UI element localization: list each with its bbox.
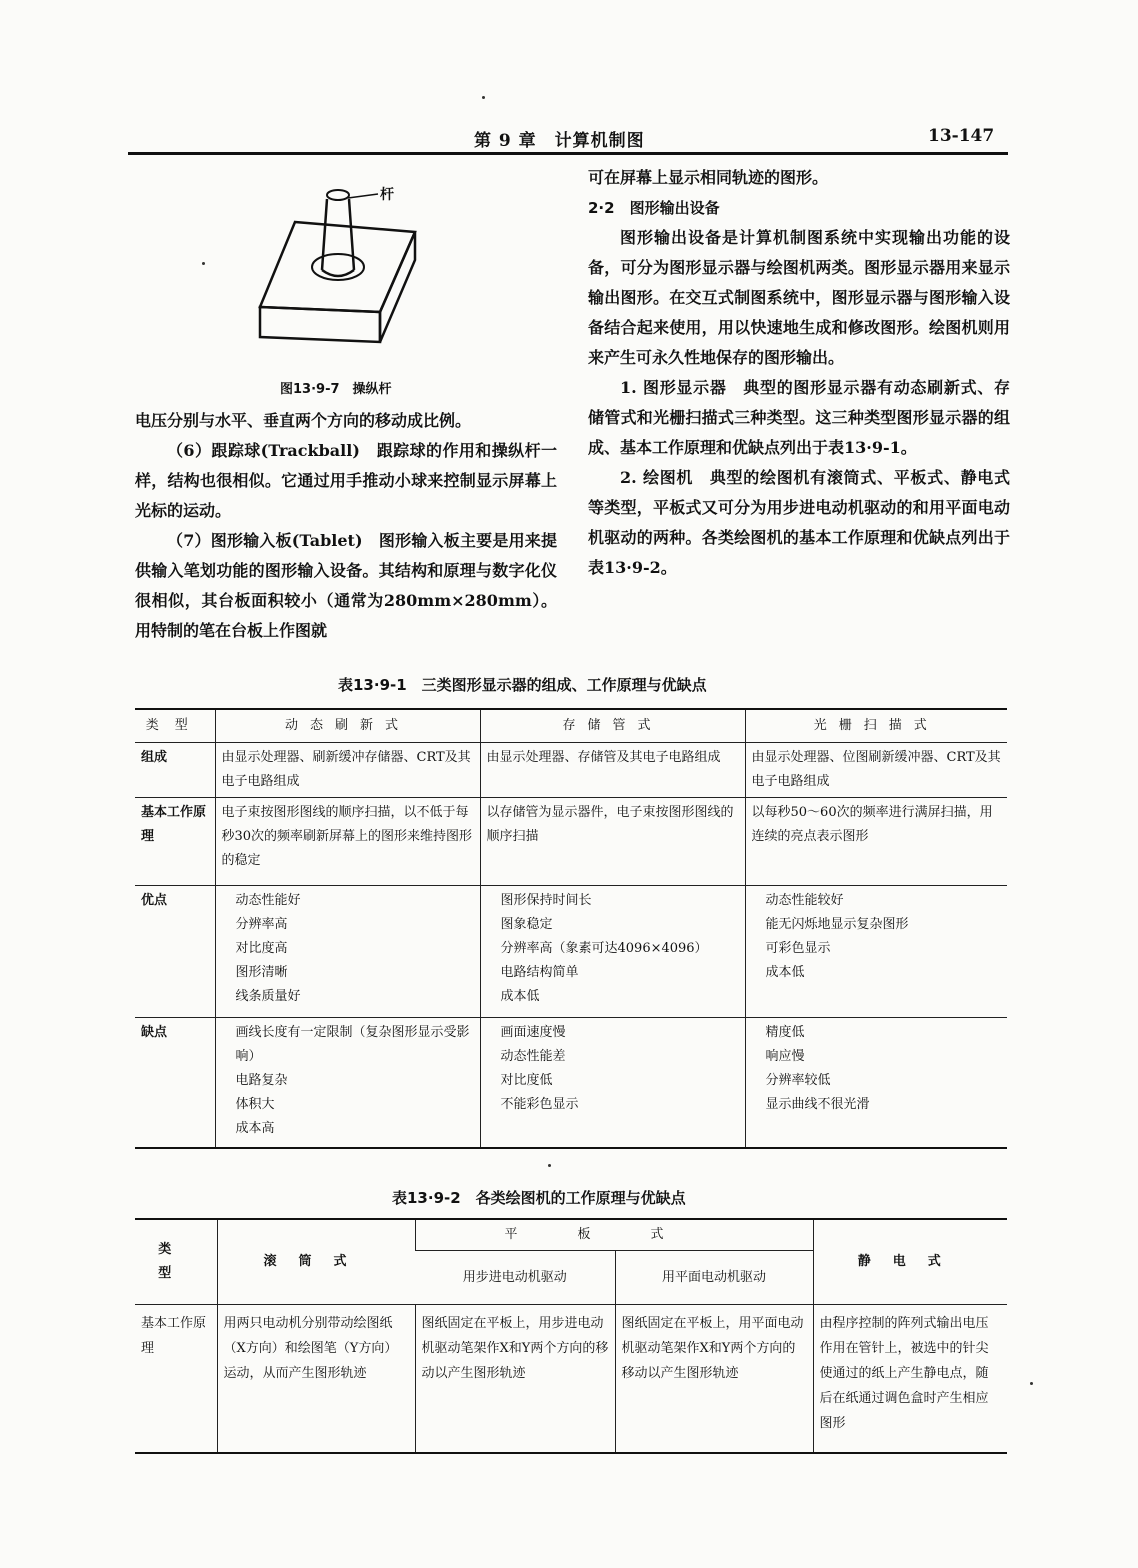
table-cell xyxy=(480,1018,745,1148)
scan-speck xyxy=(1030,1382,1033,1385)
table-cell: 以存储管为显示器件，电子束按图形图线的顺序扫描 xyxy=(480,798,745,886)
table-header: 滚筒式 xyxy=(217,1219,415,1305)
list-item: 成本高 xyxy=(235,1121,275,1136)
list-item: 响应慢 xyxy=(765,1049,805,1064)
table-header-row xyxy=(135,1219,1007,1251)
header-rule xyxy=(128,152,1008,155)
page-number: 13-147 xyxy=(928,126,995,146)
paragraph: 1. 图形显示器 典型的图形显示器有动态刷新式、存储管式和光栅扫描式三种类型。这三种类型图形显示器的组成、基本工作原理和优缺点列出于表13·9-1。 xyxy=(588,378,1010,457)
table-cell: 图纸固定在平板上，用步进电动机驱动笔架作X和Y两个方向的移动以产生图形轨迹 xyxy=(415,1305,615,1453)
table1 xyxy=(135,708,1007,1149)
table-header: 类型 xyxy=(145,718,204,733)
list-item: 能无闪烁地显示复杂图形 xyxy=(765,917,909,932)
table-row xyxy=(135,1305,1007,1453)
chapter-title: 第 9 章 计算机制图 xyxy=(474,131,645,151)
row-label: 组成 xyxy=(135,743,215,798)
table-cell: 以每秒50～60次的频率进行满屏扫描，用连续的亮点表示图形 xyxy=(745,798,1007,886)
list-item: 成本低 xyxy=(765,965,805,980)
list-item: 精度低 xyxy=(765,1025,805,1040)
list-item: 动态性能差 xyxy=(500,1049,566,1064)
list-item: 对比度低 xyxy=(500,1073,553,1088)
table-row xyxy=(135,886,1007,1018)
list-item: 成本低 xyxy=(500,989,540,1004)
list-item: 分辨率高 xyxy=(235,917,288,932)
list-item: 体积大 xyxy=(235,1097,275,1112)
figure-caption: 图13·9-7 操纵杆 xyxy=(280,382,392,397)
right-column xyxy=(588,163,1010,583)
row-label: 优点 xyxy=(135,886,215,1018)
table-cell: 由显示处理器、刷新缓冲存储器、CRT及其电子电路组成 xyxy=(215,743,480,798)
paragraph: 图形输出设备是计算机制图系统中实现输出功能的设备，可分为图形显示器与绘图机两类。图形显示器用来显示输出图形。在交互式制图系统中，图形显示器与图形输入设备结合起来使用，用以快速地生成和修改图形。绘图机则用来产生可永久性地保存的图形输出。 xyxy=(588,228,1010,367)
table2-caption: 表13·9-2 各类绘图机的工作原理与优缺点 xyxy=(392,1189,686,1207)
list-item: 画线长度有一定限制（复杂图形显示受影响） xyxy=(235,1025,470,1064)
table-cell: 用两只电动机分别带动绘图纸（X方向）和绘图笔（Y方向）运动，从而产生图形轨迹 xyxy=(217,1305,415,1453)
list-item: 动态性能好 xyxy=(235,893,301,908)
paragraph: （7）图形输入板(Tablet) 图形输入板主要是用来提供输入笔划功能的图形输入设备。其结构和原理与数字化仪很相似，其台板面积较小（通常为280mm×280mm）。用特制的笔在台板上作图就 xyxy=(135,531,557,640)
list-item: 图形清晰 xyxy=(235,965,288,980)
table-row xyxy=(135,1018,1007,1148)
table-header: 动态刷新式 xyxy=(215,709,480,743)
paragraph: 可在屏幕上显示相同轨迹的图形。 xyxy=(588,168,829,187)
table-cell xyxy=(480,886,745,1018)
list-item: 显示曲线不很光滑 xyxy=(765,1097,870,1112)
list-item: 分辨率高（象素可达4096×4096） xyxy=(500,941,708,956)
list-item: 分辨率较低 xyxy=(765,1073,831,1088)
table-cell xyxy=(745,886,1007,1018)
paragraph: 电压分别与水平、垂直两个方向的移动成比例。 xyxy=(135,411,472,430)
list-item: 线条质量好 xyxy=(235,989,301,1004)
table-header: 存储管式 xyxy=(480,709,745,743)
section-heading: 2·2 图形输出设备 xyxy=(588,199,720,217)
table-header: 静电式 xyxy=(813,1219,1007,1305)
row-label: 缺点 xyxy=(135,1018,215,1148)
table-row xyxy=(135,798,1007,886)
row-label: 基本工作原理 xyxy=(135,1305,217,1453)
left-column xyxy=(135,406,557,646)
table-header: 用步进电动机驱动 xyxy=(415,1251,615,1305)
table-row xyxy=(135,743,1007,798)
table-header: 平板式 xyxy=(415,1219,813,1251)
table-cell: 图纸固定在平板上，用平面电动机驱动笔架作X和Y两个方向的移动以产生图形轨迹 xyxy=(615,1305,813,1453)
table-cell xyxy=(745,1018,1007,1148)
list-item: 画面速度慢 xyxy=(500,1025,566,1040)
table-header: 光栅扫描式 xyxy=(745,709,1007,743)
list-item: 可彩色显示 xyxy=(765,941,831,956)
scan-speck xyxy=(202,262,205,265)
table2 xyxy=(135,1218,1007,1454)
scan-speck xyxy=(482,96,485,99)
scan-speck xyxy=(548,1164,551,1167)
list-item: 不能彩色显示 xyxy=(500,1097,579,1112)
list-item: 动态性能较好 xyxy=(765,893,844,908)
table-cell: 电子束按图形图线的顺序扫描，以不低于每秒30次的频率刷新屏幕上的图形来维持图形的稳定 xyxy=(215,798,480,886)
table-cell xyxy=(215,886,480,1018)
list-item: 电路结构简单 xyxy=(500,965,579,980)
joystick-figure xyxy=(250,182,430,352)
table-cell: 由显示处理器、存储管及其电子电路组成 xyxy=(480,743,745,798)
table-header: 类型 xyxy=(158,1242,194,1281)
list-item: 电路复杂 xyxy=(235,1073,288,1088)
table-cell: 由显示处理器、位图刷新缓冲器、CRT及其电子电路组成 xyxy=(745,743,1007,798)
table1-caption: 表13·9-1 三类图形显示器的组成、工作原理与优缺点 xyxy=(338,676,707,694)
table-header-row xyxy=(135,709,1007,743)
table-header: 用平面电动机驱动 xyxy=(615,1251,813,1305)
paragraph: 2. 绘图机 典型的绘图机有滚筒式、平板式、静电式等类型，平板式又可分为用步进电动机驱动的和用平面电动机驱动的两种。各类绘图机的基本工作原理和优缺点列出于表13·9-2。 xyxy=(588,468,1010,577)
table-cell: 由程序控制的阵列式输出电压作用在管针上，被选中的针尖使通过的纸上产生静电点，随后在纸通过调色盒时产生相应图形 xyxy=(813,1305,1007,1453)
list-item: 图象稳定 xyxy=(500,917,553,932)
list-item: 图形保持时间长 xyxy=(500,893,592,908)
list-item: 对比度高 xyxy=(235,941,288,956)
figure-label: 杆 xyxy=(380,187,394,203)
paragraph: （6）跟踪球(Trackball) 跟踪球的作用和操纵杆一样，结构也很相似。它通过用手推动小球来控制显示屏幕上光标的运动。 xyxy=(135,441,557,520)
table-cell xyxy=(215,1018,480,1148)
row-label: 基本工作原理 xyxy=(135,798,215,886)
